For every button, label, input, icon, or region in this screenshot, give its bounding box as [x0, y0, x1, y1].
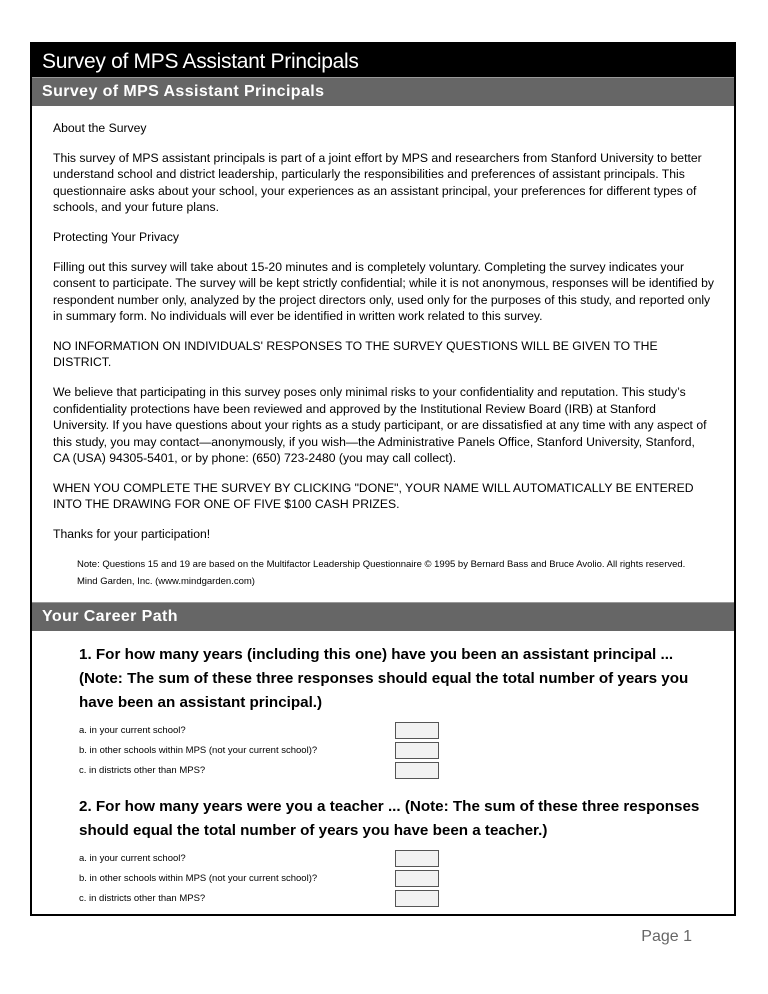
page-number: Page 1 — [641, 928, 692, 945]
about-heading: About the Survey — [53, 121, 147, 135]
years-input[interactable] — [395, 890, 439, 907]
no-info-notice: NO INFORMATION ON INDIVIDUALS' RESPONSES TO THE SURVEY QUESTIONS WILL BE GIVEN TO THE DISTRICT. — [53, 339, 658, 370]
question-item — [79, 761, 710, 781]
survey-page-frame — [30, 42, 736, 916]
question-title: 1. For how many years (including this one) have you been an assistant principal ... (Note: The sum of these three responses should equal the total number of years you have been an assistant principal.) — [79, 646, 689, 712]
risk-paragraph: We believe that participating in this survey poses only minimal risks to your confidentiality and reputation. This study’s confidentiality protections have been reviewed and approved by the Institutional Review Board (IRB) at Stanford University. If you have questions about your rights as a study participant, or are dissatisfied at any time with any aspect of this study, you may contact—anonymously, if you wish—the Administrative Panels Office, Stanford University, Stanford, CA (USA) 94305-5401, or by phone: (650) 723-2480 (you may call collect). — [53, 385, 707, 465]
question-item — [79, 721, 710, 741]
question-item-label: b. in other schools within MPS (not your current school)? — [79, 873, 318, 885]
intro-text — [32, 106, 734, 543]
page-title: Survey of MPS Assistant Principals — [32, 44, 734, 77]
drawing-notice: WHEN YOU COMPLETE THE SURVEY BY CLICKING "DONE", YOUR NAME WILL AUTOMATICALLY BE ENTERED INTO THE DRAWING FOR ONE OF FIVE $100 CASH PRIZES. — [53, 480, 694, 512]
question-item — [79, 889, 710, 909]
years-input[interactable] — [395, 762, 439, 779]
privacy-heading: Protecting Your Privacy — [53, 230, 180, 245]
question-item-label: c. in districts other than MPS? — [79, 765, 206, 777]
years-input[interactable] — [395, 722, 439, 739]
copyright-note: Note: Questions 15 and 19 are based on the Multifactor Leadership Questionnaire © 1995 by Bernard Bass and Bruce Avolio. All rights reserved. Mind Garden, Inc. (www.mindgarden.com) — [77, 559, 686, 588]
question-item — [79, 869, 710, 889]
question-item — [79, 849, 710, 869]
question-item-label: a. in your current school? — [79, 725, 186, 737]
years-input[interactable] — [395, 742, 439, 759]
section-header-intro: Survey of MPS Assistant Principals — [32, 77, 734, 106]
question-item-label: b. in other schools within MPS (not your current school)? — [79, 745, 318, 757]
about-paragraph: This survey of MPS assistant principals is part of a joint effort by MPS and researchers from Stanford University to better understand school and district leadership, particularly the responsibilities and preferences of assistant principals. This questionnaire asks about your school, your experiences as an assistant principal, your preferences for different types of schools, and your future plans. — [53, 150, 702, 215]
question-item — [79, 741, 710, 761]
thanks-text: Thanks for your participation! — [53, 527, 211, 542]
years-input[interactable] — [395, 850, 439, 867]
question-1 — [32, 643, 734, 781]
question-title: 2. For how many years were you a teacher ... (Note: The sum of these three responses should equal the total number of years you have been a teacher.) — [79, 798, 700, 840]
years-input[interactable] — [395, 870, 439, 887]
section-header-career: Your Career Path — [32, 602, 734, 631]
question-item-label: a. in your current school? — [79, 853, 186, 865]
question-2 — [32, 795, 734, 909]
question-item-label: c. in districts other than MPS? — [79, 893, 206, 905]
privacy-paragraph: Filling out this survey will take about 15-20 minutes and is completely voluntary. Completing the survey indicates your consent to participate. The survey will be kept strictly confidential; while it is not anonymous, responses will be identified by respondent number only, analyzed by the project directors only, used only for the purposes of this study, and reported only in summary form. No individuals will ever be identified in written work related to this survey. — [53, 259, 714, 324]
